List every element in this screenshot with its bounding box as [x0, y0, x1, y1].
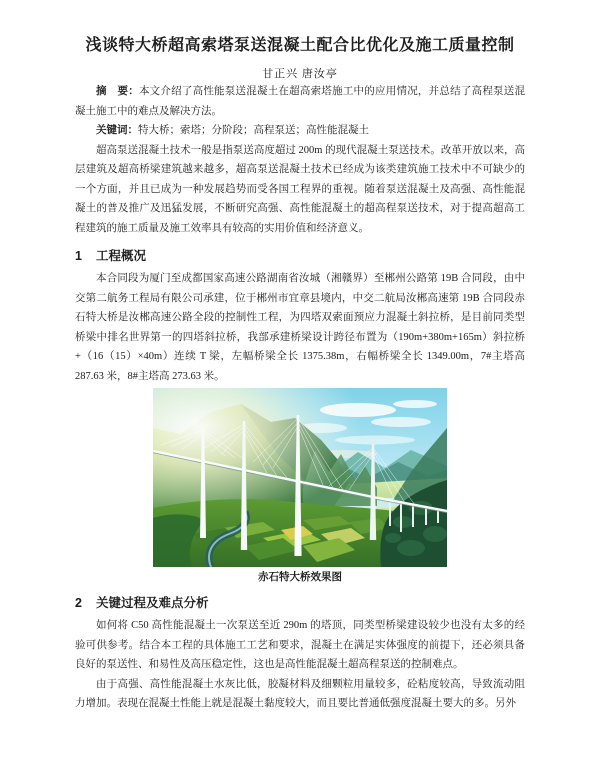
- paper-authors: 甘正兴 唐汝亭: [262, 68, 338, 80]
- section-1-title: 工程概况: [95, 249, 146, 263]
- section-1-number: 1: [75, 249, 82, 263]
- paper-title: 浅谈特大桥超高索塔泵送混凝土配合比优化及施工质量控制: [85, 37, 515, 54]
- keywords-paragraph: [75, 121, 525, 141]
- keywords-text: 特大桥；索塔；分阶段；高程泵送；高性能混凝土: [138, 125, 369, 136]
- abstract-label: 摘 要：: [96, 85, 139, 97]
- document-content: [75, 0, 525, 714]
- section-2-heading: [75, 594, 525, 612]
- figure: [75, 388, 525, 567]
- chishi-bridge-rendering-image: [153, 388, 447, 567]
- section-2-number: 2: [75, 596, 82, 610]
- section-1-heading: [75, 247, 525, 265]
- section-2-paragraph-2: 由于高强、高性能混凝土水灰比低，胶凝材料及细颗粒用量较多，砼粘度较高，导致流动阻力增加。表现在混凝土性能上就是混凝土黏度较大，而且要比普通低强度混凝土要大的多。另外: [75, 678, 525, 709]
- section-1-paragraph: 本合同段为厦门至成都国家高速公路湖南省汝城（湘赣界）至郴州公路第 19B 合同段，由中交第二航务工程局有限公司承建，位于郴州市宜章县境内，中交二航局汝郴高速第 19B 合同段赤石特大桥是汝郴高速公路全段的控制性工程，为四塔双索面预应力混凝土斜拉桥，是目前同类型桥梁中排名世界第一的四塔斜拉桥，我部承建桥梁设计跨径布置为（190m+380m+165m）斜拉桥+（16（15）×40m）连续 T 梁，左幅桥梁全长 1375.38m，右幅桥梁全长 1349.00m，7#主塔高 287.63 米，8#主塔高 273.63 米。: [75, 273, 525, 382]
- keywords-label: 关键词：: [96, 124, 138, 136]
- section-2-title: 关键过程及难点分析: [95, 596, 209, 610]
- intro-paragraph: 超高泵送混凝土技术一般是指泵送高度超过 200m 的现代混凝土泵送技术。改革开放以来，高层建筑及超高桥梁建筑越来越多，超高泵送混凝土技术已经成为该类建筑施工技术中不可缺少的一个方面，并且已成为一种发展趋势而受各国工程界的重视。随着泵送混凝土及高强、高性能混凝土的普及推广及迅猛发展，不断研究高强、高性能混凝土的超高程泵送技术，对于提高超高工程建筑的施工质量及施工效率具有较高的实用价值和经济意义。: [75, 144, 525, 234]
- abstract-text: 本文介绍了高性能泵送混凝土在超高索塔施工中的应用情况，并总结了高程泵送混凝土施工中的难点及解决方法。: [75, 86, 526, 117]
- section-2-paragraph-1: 如何将 C50 高性能混凝土一次泵送至近 290m 的塔顶，同类型桥梁建设较少也没有太多的经验可供参考。结合本工程的具体施工工艺和要求，混凝土在满足实体强度的前提下，还必须具备良好的泵送性、和易性及高压稳定性，这也是高性能混凝土超高程泵送的控制难点。: [75, 620, 525, 670]
- abstract-paragraph: [75, 82, 525, 121]
- figure-caption: 赤石特大桥效果图: [258, 571, 342, 583]
